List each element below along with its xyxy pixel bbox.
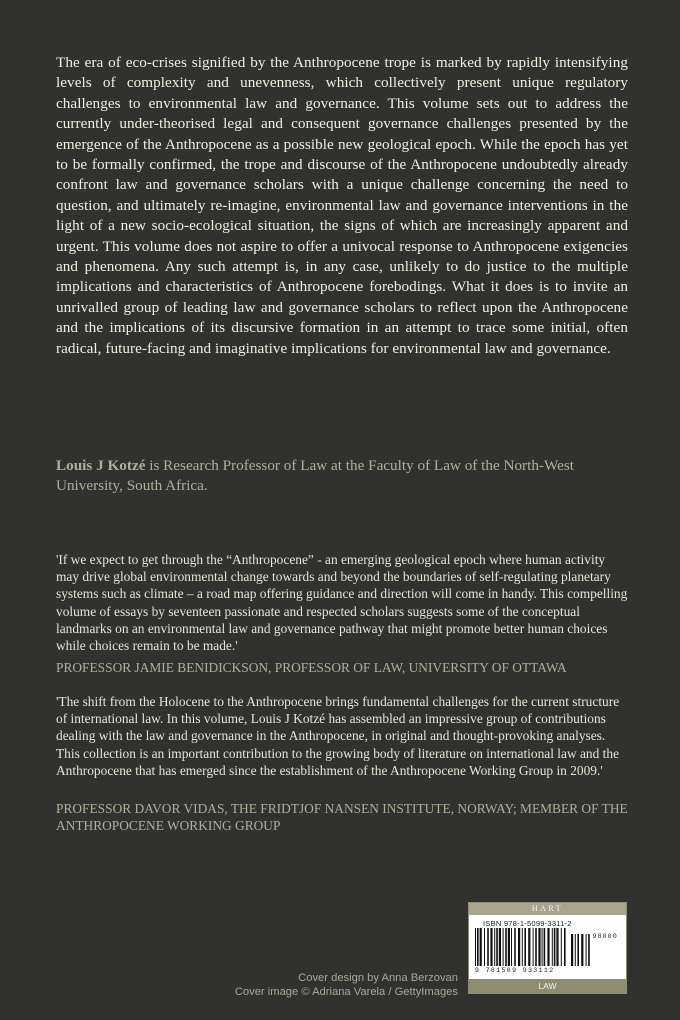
author-bio — [56, 456, 628, 497]
category-band: LAW — [469, 979, 626, 993]
author-bio-text: is Research Professor of Law at the Faculty of Law of the North-West University, South Africa. — [56, 457, 574, 495]
author-name: Louis J Kotzé — [56, 457, 146, 474]
barcode-digits: 9 781509 933112 — [475, 967, 555, 974]
endorsement-quote-1: 'If we expect to get through the “Anthropocene” - an emerging geological epoch where human activity may drive global environmental change towards and beyond the boundaries of self-regulating planetary systems such as climate – a road map offering guidance and direction will come in handy. This compelling volume of essays by seventeen passionate and respected scholars suggests some of the conceptual landmarks on an environmental law and governance pathway that might promote better human choices while choices remain to be made.' — [56, 552, 628, 654]
publisher-band: HART — [469, 903, 626, 915]
isbn-number: ISBN 978-1-5099-3311-2 — [483, 919, 572, 928]
price-code: 98000 — [592, 933, 618, 940]
cover-image-credit: Cover image © Adriana Varela / GettyImages — [234, 986, 458, 998]
cover-credits — [235, 971, 458, 999]
barcode-bars — [475, 928, 593, 968]
isbn-barcode-box — [468, 902, 627, 994]
endorsement-attribution-1: PROFESSOR JAMIE BENIDICKSON, PROFESSOR OF LAW, UNIVERSITY OF OTTAWA — [56, 660, 567, 675]
endorsement-quote-2: 'The shift from the Holocene to the Anthropocene brings fundamental challenges for the current structure of international law. In this volume, Louis J Kotzé has assembled an impressive group of contributions dealing with the law and governance in the Anthropocene, in original and thought-provoking analyses. This collection is an important contribution to the growing body of literature on international law and the Anthropocene that has emerged since the establishment of the Anthropocene Working Group in 2009.' — [56, 694, 620, 778]
cover-design-credit: Cover design by Anna Berzovan — [298, 972, 458, 984]
endorsement-attribution-2: PROFESSOR DAVOR VIDAS, THE FRIDTJOF NANSEN INSTITUTE, NORWAY; MEMBER OF THE ANTHROPOCENE WORKING GROUP — [56, 801, 628, 833]
back-cover-blurb: The era of eco-crises signified by the Anthropocene trope is marked by rapidly intensifying levels of complexity and unevenness, which collectively present unique regulatory challenges to environmental law and governance. This volume sets out to address the currently under-theorised legal and consequent governance challenges presented by the emergence of the Anthropocene as a possible new geological epoch. While the epoch has yet to be formally confirmed, the trope and discourse of the Anthropocene undoubtedly already confront law and governance scholars with a unique challenge concerning the need to question, and ultimately re-imagine, environmental law and governance interventions in the light of a new socio-ecological situation, the signs of which are increasingly apparent and urgent. This volume does not aspire to offer a univocal response to Anthropocene exigencies and phenomena. Any such attempt is, in any case, unlikely to do justice to the multiple implications and characteristics of Anthropocene forebodings. What it does is to invite an unrivalled group of leading law and governance scholars to reflect upon the Anthropocene and the implications of its discursive formation in an attempt to trace some initial, often radical, future-facing and imaginative implications for environmental law and governance. — [56, 54, 628, 357]
